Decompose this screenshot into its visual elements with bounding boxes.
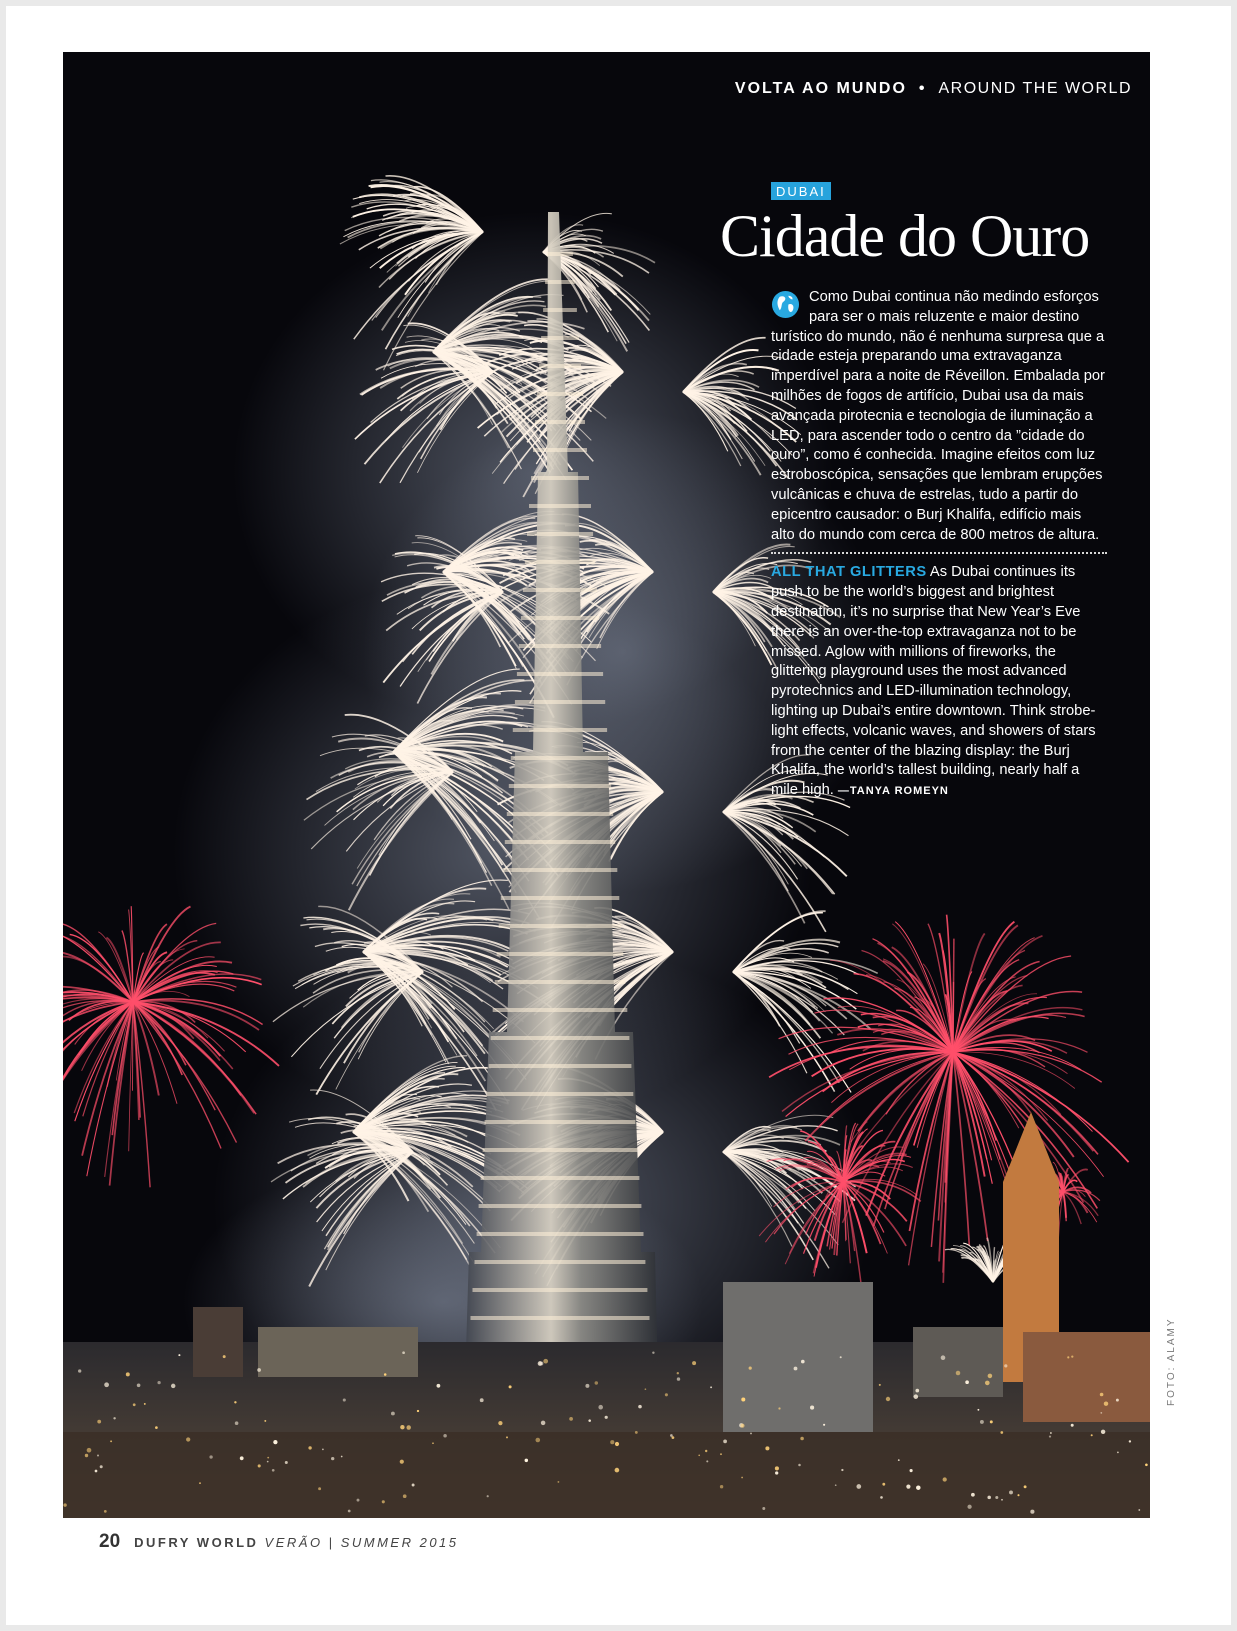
city-light	[104, 1382, 109, 1387]
tower-light-band	[539, 364, 581, 368]
city-light	[97, 1455, 99, 1457]
city-light	[186, 1437, 190, 1441]
city-light	[541, 1421, 546, 1426]
city-light	[400, 1425, 404, 1429]
city-light	[400, 1460, 404, 1464]
city-light	[801, 1360, 805, 1364]
body-english	[771, 563, 1107, 802]
city-light	[880, 1496, 883, 1499]
city-light	[840, 1356, 842, 1358]
city-light	[665, 1393, 668, 1396]
city-light	[943, 1477, 947, 1481]
tower-light-band	[485, 1120, 636, 1124]
tower-light-band	[511, 756, 609, 760]
city-light	[1030, 1510, 1034, 1514]
city-light	[698, 1454, 700, 1456]
city-light	[318, 1487, 321, 1490]
city-light	[775, 1466, 779, 1470]
city-light	[798, 1464, 801, 1467]
city-light	[706, 1460, 708, 1462]
city-light	[1017, 1494, 1019, 1496]
city-light	[741, 1397, 745, 1401]
tower-light-band	[533, 448, 587, 452]
globe-icon	[771, 290, 800, 319]
city-light	[980, 1420, 984, 1424]
city-light	[1117, 1452, 1119, 1454]
city-light	[692, 1361, 696, 1365]
city-light	[480, 1398, 484, 1402]
city-light	[971, 1493, 975, 1497]
city-light	[985, 1381, 990, 1386]
city-light	[223, 1355, 226, 1358]
city-light	[437, 1384, 441, 1388]
season-pt: VERÃO	[264, 1535, 323, 1550]
city-light	[638, 1405, 642, 1409]
tower-light-band	[489, 1064, 632, 1068]
tower-light-band	[471, 1316, 650, 1320]
city-light	[137, 1383, 141, 1387]
city-light	[557, 1481, 559, 1483]
city-light	[965, 1380, 969, 1384]
section-separator: •	[918, 80, 927, 97]
city-light	[1091, 1434, 1093, 1436]
city-light	[95, 1470, 98, 1473]
city-light	[264, 1420, 266, 1422]
city-light	[977, 1409, 979, 1411]
tower-light-band	[515, 700, 605, 704]
city-light	[155, 1426, 158, 1429]
city-light	[598, 1405, 603, 1410]
city-light	[78, 1369, 81, 1372]
city-light	[841, 1469, 843, 1471]
city-light	[823, 1424, 825, 1426]
tower-light-band	[483, 1148, 638, 1152]
body-portuguese	[771, 288, 1107, 545]
dotted-divider	[771, 552, 1107, 554]
city-light	[645, 1388, 647, 1390]
footer-divider: |	[328, 1535, 335, 1550]
city-light	[794, 1367, 798, 1371]
tower-light-band	[497, 952, 624, 956]
city-light	[749, 1367, 752, 1370]
tower-light-band	[499, 924, 622, 928]
city-light	[1009, 1490, 1013, 1494]
city-light	[63, 1503, 66, 1506]
city-light	[886, 1397, 890, 1401]
tower-light-band	[513, 728, 607, 732]
city-light	[178, 1354, 180, 1356]
city-light	[341, 1456, 343, 1458]
city-light	[916, 1485, 921, 1490]
city-light	[348, 1510, 351, 1513]
city-light	[402, 1351, 405, 1354]
city-light	[1067, 1356, 1069, 1358]
city-light	[988, 1374, 993, 1379]
city-light	[171, 1384, 175, 1388]
city-light	[87, 1448, 92, 1453]
city-light	[605, 1416, 608, 1419]
city-light	[525, 1459, 528, 1462]
city-light	[391, 1412, 395, 1416]
city-light	[343, 1398, 346, 1401]
tower-light-band	[527, 532, 593, 536]
tower-light-band	[537, 392, 583, 396]
city-light	[956, 1371, 961, 1376]
city-light	[1071, 1424, 1074, 1427]
tower-light-band	[503, 868, 618, 872]
tower-light-band	[521, 616, 599, 620]
body-pt-text: Como Dubai continua não medindo esforços para ser o mais reluzente e maior destino turístico do mundo, não é nenhuma surpresa que a cidade esteja preparando uma extravaganza imperdível para a noite de Réveillon. Embalada por milhões de fogos de artifício, Dubai usa da mais avançada pirotecnia e tecnologia de iluminação a LED, para ascender todo o centro da ”cidade do ouro”, como é conhecida. Imagine efeitos com luz estroboscópica, sensações que lembram erupções vulcânicas e chuva de estrelas, tudo a partir do epicentro causador: o Burj Khalifa, edifício mais alto do mundo com cerca de 800 metros de altura.	[771, 289, 1105, 543]
city-light	[384, 1373, 387, 1376]
tower-light-band	[519, 644, 601, 648]
page-number: 20	[99, 1531, 121, 1552]
section-header	[735, 80, 1132, 98]
city-light	[1104, 1401, 1108, 1405]
city-light	[322, 1449, 324, 1451]
city-light	[800, 1437, 804, 1441]
city-light	[199, 1482, 201, 1484]
city-light	[538, 1361, 543, 1366]
city-light	[995, 1496, 998, 1499]
city-light	[879, 1384, 881, 1386]
city-light	[610, 1440, 614, 1444]
city-light	[615, 1468, 620, 1473]
city-light	[443, 1434, 447, 1438]
city-light	[652, 1351, 654, 1353]
city-light	[509, 1385, 512, 1388]
city-light	[97, 1420, 101, 1424]
city-light	[406, 1425, 410, 1429]
tower-light-band	[529, 504, 591, 508]
city-light	[234, 1401, 236, 1403]
article-text	[771, 288, 1107, 802]
city-light	[723, 1440, 727, 1444]
city-light	[1001, 1499, 1003, 1501]
city-light	[1100, 1393, 1104, 1397]
magazine-page	[6, 6, 1231, 1625]
article-title: Cidade do Ouro	[720, 203, 1090, 269]
city-light	[144, 1403, 146, 1405]
city-light	[240, 1456, 244, 1460]
city-light	[85, 1454, 88, 1457]
city-light	[126, 1372, 130, 1376]
city-light	[1101, 1430, 1105, 1434]
city-light	[417, 1410, 419, 1412]
city-light	[914, 1394, 919, 1399]
tower-light-band	[547, 252, 573, 256]
city-light	[835, 1484, 837, 1486]
city-light	[967, 1505, 971, 1509]
tower-light-band	[495, 980, 626, 984]
lead-in: ALL THAT GLITTERS	[771, 564, 927, 581]
city-light	[990, 1420, 993, 1423]
city-light	[1071, 1355, 1073, 1357]
city-light	[705, 1450, 707, 1452]
tower-light-band	[545, 280, 575, 284]
city-light	[100, 1465, 103, 1468]
city-light	[1116, 1399, 1119, 1402]
city-light	[595, 1381, 598, 1384]
city-light	[506, 1436, 508, 1438]
city-light	[677, 1372, 679, 1374]
city-light	[569, 1417, 573, 1421]
page-footer	[99, 1531, 459, 1553]
city-light	[412, 1484, 415, 1487]
city-light	[810, 1406, 814, 1410]
city-light	[740, 1424, 744, 1428]
tower-light-band	[525, 560, 595, 564]
city-light	[882, 1483, 885, 1486]
city-light	[910, 1469, 913, 1472]
tower-light-band	[491, 1036, 630, 1040]
section-label-en: AROUND THE WORLD	[938, 80, 1132, 97]
photo-credit: FOTO: ALAMY	[1166, 1317, 1177, 1406]
tower-light-band	[517, 672, 603, 676]
city-light	[762, 1507, 765, 1510]
city-light	[487, 1495, 489, 1497]
tower-light-band	[479, 1204, 642, 1208]
city-light	[1049, 1436, 1051, 1438]
location-tag: DUBAI	[771, 182, 831, 200]
city-light	[765, 1446, 769, 1450]
city-light	[543, 1359, 548, 1364]
season-en: SUMMER 2015	[340, 1535, 459, 1550]
city-light	[615, 1442, 619, 1446]
city-light	[257, 1368, 261, 1372]
city-light	[775, 1471, 778, 1474]
city-light	[272, 1469, 275, 1472]
city-light	[1145, 1463, 1148, 1466]
tower-light-band	[535, 420, 585, 424]
city-light	[267, 1457, 269, 1459]
section-label-pt: VOLTA AO MUNDO	[734, 80, 907, 97]
city-light	[710, 1386, 712, 1388]
city-light	[357, 1499, 360, 1502]
city-light	[331, 1457, 334, 1460]
city-light	[403, 1494, 407, 1498]
tower-light-band	[523, 588, 597, 592]
city-light	[750, 1432, 752, 1434]
tower-light-band	[543, 308, 577, 312]
tower-light-band	[531, 476, 589, 480]
city-light	[677, 1377, 680, 1380]
tower-light-band	[481, 1176, 640, 1180]
author-byline: —TANYA ROMEYN	[837, 785, 949, 798]
body-en-text: As Dubai continues its push to be the world’s biggest and brightest destination, it’s no surprise that New Year’s Eve there is an over-the-top extravaganza not to be missed. Aglow with millions of fireworks, the glittering playground uses the most advanced pyrotechnics and LED-illumination technology, lighting up Dubai’s entire downtown. Think strobe-light effects, volcanic waves, and showers of stars from the center of the blazing display: the Burj Khalifa, the world’s tallest building, nearly half a mile high.	[771, 564, 1096, 799]
city-light	[209, 1455, 212, 1458]
tower-light-band	[477, 1232, 644, 1236]
city-light	[133, 1403, 136, 1406]
burj-khalifa-fireworks-photo	[63, 52, 1150, 1518]
city-light	[720, 1485, 723, 1488]
city-light	[915, 1389, 919, 1393]
city-light	[906, 1485, 910, 1489]
city-light	[1000, 1431, 1003, 1434]
tower-light-band	[509, 784, 611, 788]
city-light	[741, 1477, 743, 1479]
city-light	[1100, 1412, 1102, 1414]
tower-light-band	[473, 1288, 648, 1292]
city-light	[1129, 1440, 1131, 1442]
city-light	[382, 1500, 385, 1503]
city-light	[258, 1464, 261, 1467]
city-light	[778, 1407, 780, 1409]
city-light	[267, 1461, 269, 1463]
city-light	[1024, 1485, 1027, 1488]
city-light	[104, 1510, 107, 1513]
tower-light-band	[505, 840, 615, 844]
city-light	[536, 1438, 541, 1443]
city-light	[498, 1421, 502, 1425]
city-light	[635, 1431, 638, 1434]
city-light	[157, 1381, 160, 1384]
tower-light-band	[475, 1260, 646, 1264]
city-light	[113, 1417, 115, 1419]
tower-light-band	[501, 896, 620, 900]
city-light	[720, 1453, 722, 1455]
city-light	[987, 1496, 991, 1500]
tower-light-band	[507, 812, 613, 816]
publication-name: DUFRY WORLD	[134, 1535, 259, 1550]
tower-light-band	[493, 1008, 628, 1012]
city-light	[585, 1384, 589, 1388]
city-light	[1138, 1509, 1140, 1511]
tower-light-band	[541, 336, 579, 340]
city-light	[308, 1446, 311, 1449]
city-light	[1050, 1432, 1052, 1434]
tower-light-band	[487, 1092, 634, 1096]
city-light	[432, 1442, 434, 1444]
city-light	[1004, 1364, 1007, 1367]
city-light	[110, 1440, 112, 1442]
city-light	[672, 1436, 675, 1439]
city-light	[856, 1484, 861, 1489]
city-light	[273, 1440, 277, 1444]
city-light	[588, 1419, 591, 1422]
city-light	[285, 1461, 288, 1464]
city-light	[941, 1355, 946, 1360]
city-light	[235, 1421, 239, 1425]
city-light	[898, 1459, 900, 1461]
